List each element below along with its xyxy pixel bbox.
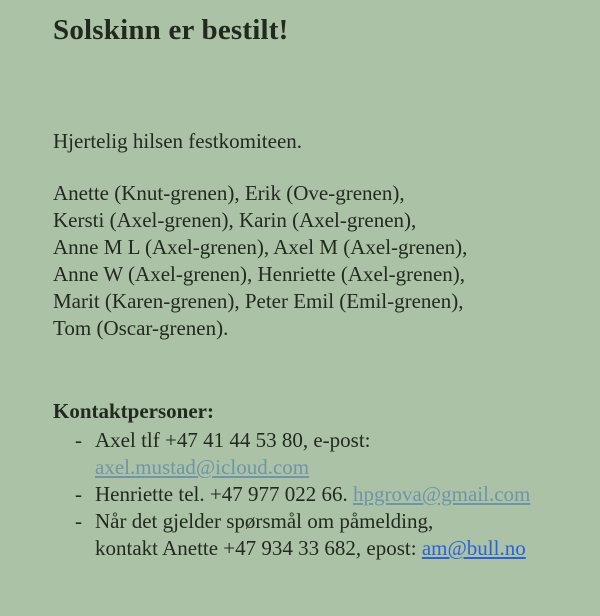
- contact-item-text: Henriette tel. +47 977 022 66.: [95, 482, 353, 506]
- names-line: Kersti (Axel-grenen), Karin (Axel-grenen),: [53, 208, 417, 232]
- bullet-dash: -: [75, 428, 82, 452]
- names-list: [53, 180, 570, 342]
- contact-heading: Kontaktpersoner:: [53, 399, 214, 423]
- email-link-henriette[interactable]: hpgrova@gmail.com: [352, 482, 531, 506]
- contact-list-item: [53, 481, 570, 508]
- contact-item-text: Axel tlf +47 41 44 53 80, e-post:: [95, 428, 371, 452]
- contact-item-text: kontakt Anette +47 934 33 682, epost:: [95, 536, 422, 560]
- greeting-text: Hjertelig hilsen festkomiteen.: [53, 129, 303, 153]
- names-line: Anette (Knut-grenen), Erik (Ove-grenen),: [53, 181, 405, 205]
- contact-list-item: [53, 427, 570, 481]
- contact-list-item: [53, 508, 570, 562]
- names-line: Anne W (Axel-grenen), Henriette (Axel-grenen),: [53, 262, 466, 286]
- names-line: Anne M L (Axel-grenen), Axel M (Axel-grenen),: [53, 235, 468, 259]
- page-title: Solskinn er bestilt!: [53, 14, 289, 46]
- contact-item-text: Når det gjelder spørsmål om påmelding,: [95, 509, 434, 533]
- contact-list: [53, 427, 570, 562]
- names-line: Marit (Karen-grenen), Peter Emil (Emil-grenen),: [53, 289, 464, 313]
- bullet-dash: -: [75, 482, 82, 506]
- names-line: Tom (Oscar-grenen).: [53, 316, 229, 340]
- email-link-axel[interactable]: axel.mustad@icloud.com: [95, 455, 310, 479]
- email-link-anette[interactable]: am@bull.no: [421, 536, 526, 560]
- bullet-dash: -: [75, 509, 82, 533]
